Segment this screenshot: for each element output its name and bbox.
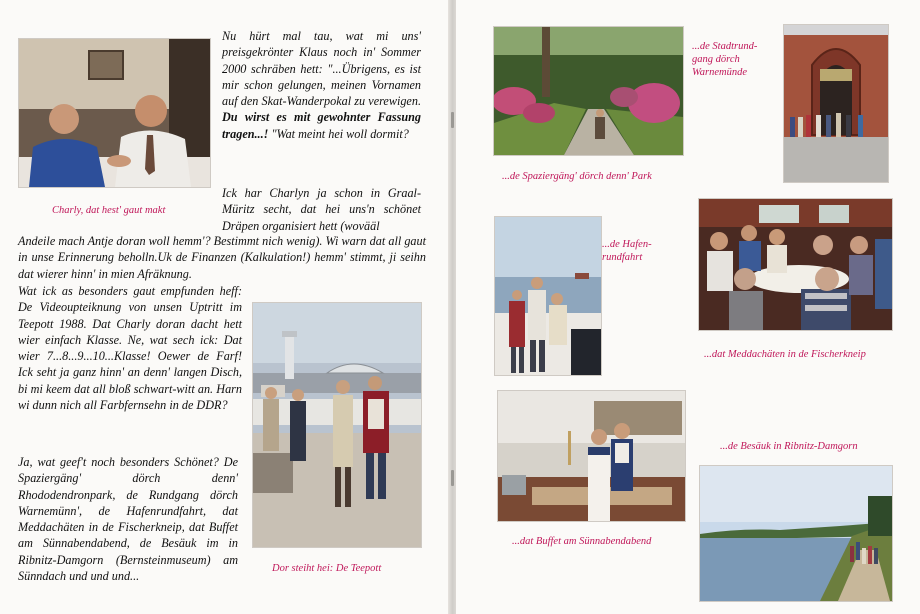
intro-text-2: "Wat meint hei woll dormit?	[271, 126, 409, 141]
caption-hafen: ...de Hafen-rundfahrt	[602, 239, 652, 263]
photo-meddachaeten	[698, 198, 893, 331]
photo-teepott	[252, 302, 422, 548]
intro-paragraph	[222, 28, 421, 142]
paragraph-2-narrow: Ick har Charlyn ja schon in Graal-Müritz secht, dat hei uns'n schönet Dräpen organisiert hett (wovääl	[222, 186, 421, 233]
left-page	[0, 0, 452, 614]
caption-charly: Charly, dat hest' gaut makt	[52, 205, 166, 216]
intro-bold-text: Du wirst es mit gewohnter Fassung tragen...!	[222, 110, 421, 141]
staple-top	[451, 112, 454, 128]
paragraph-2-wide: Andeile mach Antje doran woll hemm'? Bestimmt nich wenig). Wi warn dat all gaut in unse Erinnerung beholln.Uk de Finanzen (Kalkulation!) hemm' stimmt, ji seihn dat wierer hinn' in mien Afräknung.	[18, 234, 426, 281]
photo-buffet	[497, 390, 686, 522]
caption-park: ...de Spaziergäng' dörch denn' Park	[502, 171, 652, 182]
paragraph-4: Ja, wat geef't noch besonders Schönet? De Spaziergäng' dörch denn' Rhododendronpark, de Rundgang dörch Warnemünn', de Hafenrundfahrt, dat Meddachäten in de Fischerkneip, dat Buffet am Sünnabendabend, de Besäuk im in Ribnitz-Damgorn (Bernsteinmuseum) am Sünndach und und und...	[18, 455, 238, 584]
photo-charly	[18, 38, 211, 188]
caption-teepott: Dor steiht hei: De Teepott	[272, 563, 382, 574]
caption-buffet: ...dat Buffet am Sünnabendabend	[512, 536, 652, 547]
paragraph-3: Wat ick as besonders gaut empfunden heff: De Videoupteiknung von unsen Uptritt im Teepott 1988. Dat Charly doran dacht hett wier einfach Klasse. Ne, wat sech ick: Dat wier 7...8...9...10...Klasse! Oewer de Farf! Ick seht ja ganz hinn' an denn' langen Disch, bi mi keem dat all bloß schwart-witt an. Harn wi dunn nich all Farbfernsehn in de DDR?	[18, 284, 242, 413]
intro-text-1: Nu hürt mal tau, wat mi uns' preisgekrönter Klaus noch in' Sommer 2000 schräben hett: "...Übrigens, es ist mir schon gelungen, meinen Vornamen auf den Skat-Wanderpokal zu verewigen.	[222, 29, 421, 109]
staple-bottom	[451, 470, 454, 486]
caption-meddach: ...dat Meddachäten in de Fischerkneip	[704, 349, 866, 360]
caption-besauk: ...de Besäuk in Ribnitz-Damgorn	[720, 441, 858, 452]
photo-stadtrundgang	[783, 24, 889, 183]
photo-besauk	[699, 465, 893, 602]
photo-hafenrundfahrt	[494, 216, 602, 376]
photo-park	[493, 26, 684, 156]
caption-stadtrundgang: ...de Stadtrund-gang dörch Warnemünde	[692, 41, 758, 78]
right-page	[456, 0, 920, 614]
